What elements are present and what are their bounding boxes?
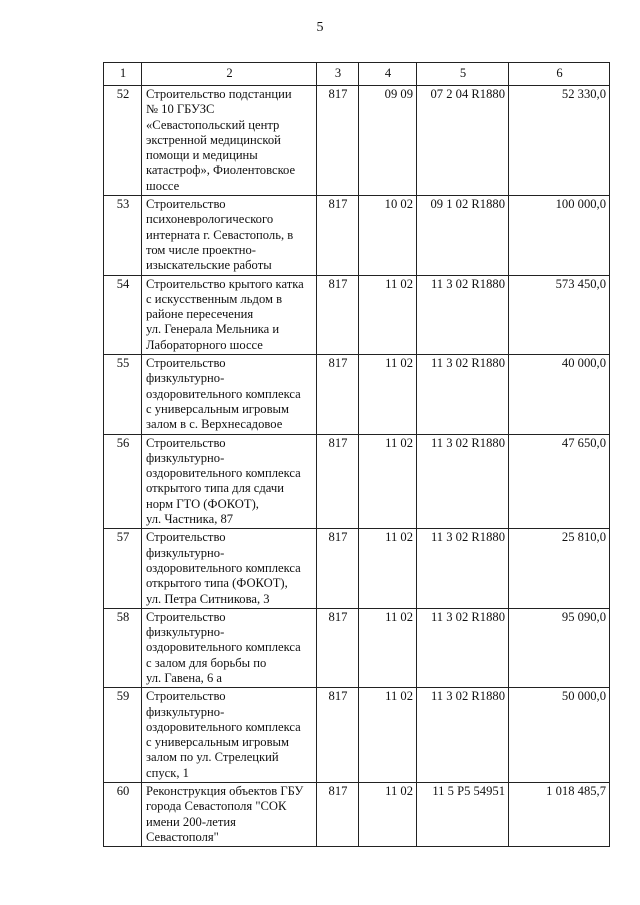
- object-name-line: имени 200-летия: [146, 814, 236, 829]
- object-name-cell: [142, 529, 317, 608]
- object-name-line: Строительство: [146, 530, 226, 545]
- object-name-cell: [142, 688, 317, 783]
- object-name-line: Строительство подстанции: [146, 87, 292, 101]
- header-row: [104, 63, 610, 86]
- amount-cell: 52 330,0: [509, 86, 610, 196]
- ministry-code-cell: 817: [317, 529, 359, 608]
- target-article-cell: 11 3 02 R1880: [417, 355, 509, 434]
- column-header: 2: [142, 63, 317, 86]
- amount-cell: 95 090,0: [509, 608, 610, 687]
- row-number-cell: 53: [104, 196, 142, 275]
- object-name-line: оздоровительного комплекса: [146, 640, 301, 655]
- object-name-line: помощи и медицины: [146, 148, 258, 163]
- table-row: [104, 355, 610, 434]
- object-name-line: «Севастопольский центр: [146, 117, 280, 132]
- object-name-line: с универсальным игровым: [146, 735, 289, 750]
- section-code-cell: 11 02: [359, 355, 417, 434]
- object-name-cell: [142, 434, 317, 529]
- object-name-line: оздоровительного комплекса: [146, 386, 301, 401]
- table-row: [104, 434, 610, 529]
- object-name-line: Севастополя": [146, 829, 219, 844]
- ministry-code-cell: 817: [317, 196, 359, 275]
- target-article-cell: 11 3 02 R1880: [417, 688, 509, 783]
- object-name-line: с универсальным игровым: [146, 401, 289, 416]
- amount-cell: 100 000,0: [509, 196, 610, 275]
- section-code-cell: 11 02: [359, 783, 417, 847]
- object-name-line: спуск, 1: [146, 765, 189, 780]
- object-name-cell: [142, 86, 317, 196]
- object-name-line: шоссе: [146, 178, 180, 193]
- object-name-line: залом в с. Верхнесадовое: [146, 417, 283, 432]
- ministry-code-cell: 817: [317, 608, 359, 687]
- object-name-line: изыскательские работы: [146, 258, 272, 273]
- object-name-line: физкультурно-: [146, 545, 225, 560]
- ministry-code-cell: 817: [317, 355, 359, 434]
- object-name-line: города Севастополя "СОК: [146, 799, 287, 814]
- column-header: 6: [509, 63, 610, 86]
- object-name-line: норм ГТО (ФОКОТ),: [146, 496, 259, 511]
- amount-cell: 40 000,0: [509, 355, 610, 434]
- object-name-line: ул. Гавена, 6 а: [146, 670, 223, 685]
- object-name-line: Строительство: [146, 356, 226, 371]
- table-row: [104, 196, 610, 275]
- ministry-code-cell: 817: [317, 86, 359, 196]
- target-article-cell: 07 2 04 R1880: [417, 86, 509, 196]
- object-name-line: оздоровительного комплекса: [146, 466, 301, 481]
- ministry-code-cell: 817: [317, 783, 359, 847]
- object-name-line: физкультурно-: [146, 625, 225, 640]
- object-name-line: том числе проектно-: [146, 242, 256, 257]
- section-code-cell: 10 02: [359, 196, 417, 275]
- object-name-line: Строительство: [146, 435, 226, 450]
- object-name-line: Лабораторного шоссе: [146, 337, 263, 352]
- section-code-cell: 11 02: [359, 608, 417, 687]
- column-header: 5: [417, 63, 509, 86]
- object-name-line: интерната г. Севастополь, в: [146, 227, 294, 242]
- table-row: [104, 783, 610, 847]
- object-name-line: физкультурно-: [146, 704, 225, 719]
- row-number-cell: 54: [104, 275, 142, 354]
- row-number-cell: 52: [104, 86, 142, 196]
- budget-table: [103, 62, 610, 847]
- target-article-cell: 11 3 02 R1880: [417, 608, 509, 687]
- object-name-line: экстренной медицинской: [146, 132, 281, 147]
- object-name-line: физкультурно-: [146, 371, 225, 386]
- object-name-line: с искусственным льдом в: [146, 291, 283, 306]
- row-number-cell: 55: [104, 355, 142, 434]
- row-number-cell: 59: [104, 688, 142, 783]
- amount-cell: 50 000,0: [509, 688, 610, 783]
- object-name-line: № 10 ГБУЗС: [146, 102, 215, 117]
- object-name-line: Реконструкция объектов ГБУ: [146, 784, 304, 799]
- object-name-cell: [142, 608, 317, 687]
- table-row: [104, 688, 610, 783]
- target-article-cell: 11 3 02 R1880: [417, 275, 509, 354]
- table-row: [104, 275, 610, 354]
- object-name-line: ул. Генерала Мельника и: [146, 322, 280, 337]
- object-name-cell: [142, 196, 317, 275]
- object-name-line: Строительство: [146, 197, 226, 212]
- amount-cell: 25 810,0: [509, 529, 610, 608]
- amount-cell: 1 018 485,7: [509, 783, 610, 847]
- ministry-code-cell: 817: [317, 688, 359, 783]
- section-code-cell: 11 02: [359, 688, 417, 783]
- object-name-line: оздоровительного комплекса: [146, 719, 301, 734]
- row-number-cell: 58: [104, 608, 142, 687]
- table-body: [104, 86, 610, 847]
- table-row: [104, 608, 610, 687]
- object-name-line: открытого типа для сдачи: [146, 481, 284, 496]
- object-name-line: ул. Частника, 87: [146, 512, 234, 527]
- section-code-cell: 11 02: [359, 434, 417, 529]
- column-header: 1: [104, 63, 142, 86]
- ministry-code-cell: 817: [317, 275, 359, 354]
- object-name-line: с залом для борьбы по: [146, 655, 267, 670]
- row-number-cell: 60: [104, 783, 142, 847]
- object-name-cell: [142, 275, 317, 354]
- table-row: [104, 86, 610, 196]
- amount-cell: 47 650,0: [509, 434, 610, 529]
- row-number-cell: 57: [104, 529, 142, 608]
- table-row: [104, 529, 610, 608]
- target-article-cell: 11 3 02 R1880: [417, 434, 509, 529]
- column-header: 3: [317, 63, 359, 86]
- object-name-line: ул. Петра Ситникова, 3: [146, 591, 270, 606]
- section-code-cell: 09 09: [359, 86, 417, 196]
- ministry-code-cell: 817: [317, 434, 359, 529]
- object-name-cell: [142, 783, 317, 847]
- target-article-cell: 11 3 02 R1880: [417, 529, 509, 608]
- object-name-line: Строительство крытого катка: [146, 276, 304, 291]
- target-article-cell: 11 5 P5 54951: [417, 783, 509, 847]
- page-number: 5: [316, 20, 324, 35]
- object-name-line: открытого типа (ФОКОТ),: [146, 576, 288, 591]
- column-header: 4: [359, 63, 417, 86]
- section-code-cell: 11 02: [359, 275, 417, 354]
- row-number-cell: 56: [104, 434, 142, 529]
- object-name-line: психоневрологического: [146, 212, 274, 227]
- section-code-cell: 11 02: [359, 529, 417, 608]
- object-name-line: Строительство: [146, 689, 226, 704]
- amount-cell: 573 450,0: [509, 275, 610, 354]
- object-name-line: оздоровительного комплекса: [146, 560, 301, 575]
- object-name-line: районе пересечения: [146, 307, 254, 322]
- object-name-line: Строительство: [146, 609, 226, 624]
- object-name-line: катастроф», Фиолентовское: [146, 163, 296, 178]
- object-name-cell: [142, 355, 317, 434]
- target-article-cell: 09 1 02 R1880: [417, 196, 509, 275]
- object-name-line: физкультурно-: [146, 450, 225, 465]
- object-name-line: залом по ул. Стрелецкий: [146, 750, 279, 765]
